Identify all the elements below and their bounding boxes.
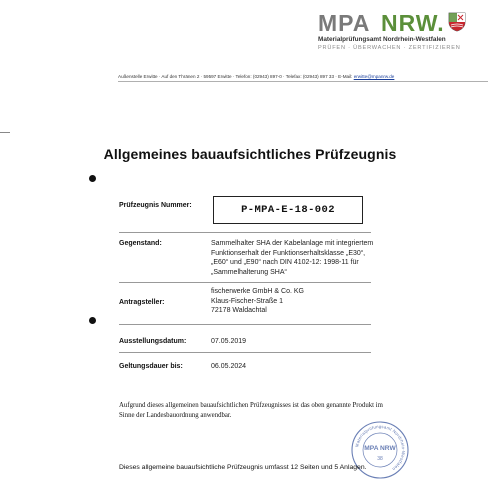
nrw-crest-icon [448, 12, 466, 32]
document-title: Allgemeines bauaufsichtliches Prüfzeugnis [103, 146, 397, 162]
subject-line: Funktionserhalt der Funktionserhaltsklasse „E30“, [211, 249, 366, 257]
validity-value: 06.05.2024 [211, 363, 247, 370]
punch-hole-top [89, 175, 96, 182]
email-link[interactable]: erwitte@mpanrw.de [353, 74, 395, 79]
divider [119, 352, 371, 353]
divider [119, 282, 371, 283]
applicant-value [211, 287, 304, 316]
subject-line: „Sammelhalterung SHA“ [211, 268, 287, 276]
subject-label: Gegenstand: [119, 240, 162, 247]
mpa-nrw-logo [318, 10, 494, 62]
issue-date-label: Ausstellungsdatum: [119, 338, 187, 345]
legal-statement: Aufgrund dieses allgemeinen bauaufsichtlichen Prüfzeugnisses ist das oben genannte Produkt im Sinne der Landesbauordnung anwendbar. [119, 402, 383, 419]
address-line [118, 74, 488, 79]
address-divider [118, 81, 488, 82]
address-text: Außenstelle Erwitte · Auf den Thränen 2 · 59597 Erwitte · Telefon: (02943) 897-0 · Telefax: (02943) 897 33 · E-Mail: [118, 74, 353, 79]
page-count-note: Dieses allgemeine bauaufsichtliche Prüfzeugnis umfasst 12 Seiten und 5 Anlagen. [119, 464, 367, 471]
punch-hole-bottom [89, 317, 96, 324]
stamp-ring-text: Materialprüfungsamt Nordrhein-Westfalen [354, 423, 407, 472]
stamp-center-text: MPA NRW [364, 445, 396, 452]
validity-label: Geltungsdauer bis: [119, 363, 183, 370]
applicant-line: Klaus-Fischer-Straße 1 [211, 297, 283, 305]
divider [119, 232, 371, 233]
applicant-line: 72178 Waldachtal [211, 307, 267, 315]
applicant-label: Antragsteller: [119, 299, 165, 306]
number-label: Prüfzeugnis Nummer: [119, 202, 192, 209]
divider [119, 324, 371, 325]
fold-mark [0, 132, 10, 133]
stamp-number: 38 [377, 456, 383, 462]
official-stamp-icon [350, 420, 410, 480]
logo-mpa-text: MPA [318, 10, 371, 36]
logo-nrw-text: NRW. [381, 10, 445, 36]
subject-line: Sammelhalter SHA der Kabelanlage mit integriertem [211, 240, 374, 247]
subject-line: „E60“ und „E90“ nach DIN 4102-12: 1998-11 für [211, 259, 359, 267]
logo-tagline: PRÜFEN · ÜBERWACHEN · ZERTIFIZIEREN [318, 45, 461, 51]
certificate-number: P-MPA-E-18-002 [213, 196, 363, 224]
applicant-line: fischerwerke GmbH & Co. KG [211, 288, 304, 295]
issue-date-value: 07.05.2019 [211, 338, 247, 345]
subject-value [211, 239, 373, 277]
logo-subtitle: Materialprüfungsamt Nordrhein-Westfalen [318, 36, 446, 43]
